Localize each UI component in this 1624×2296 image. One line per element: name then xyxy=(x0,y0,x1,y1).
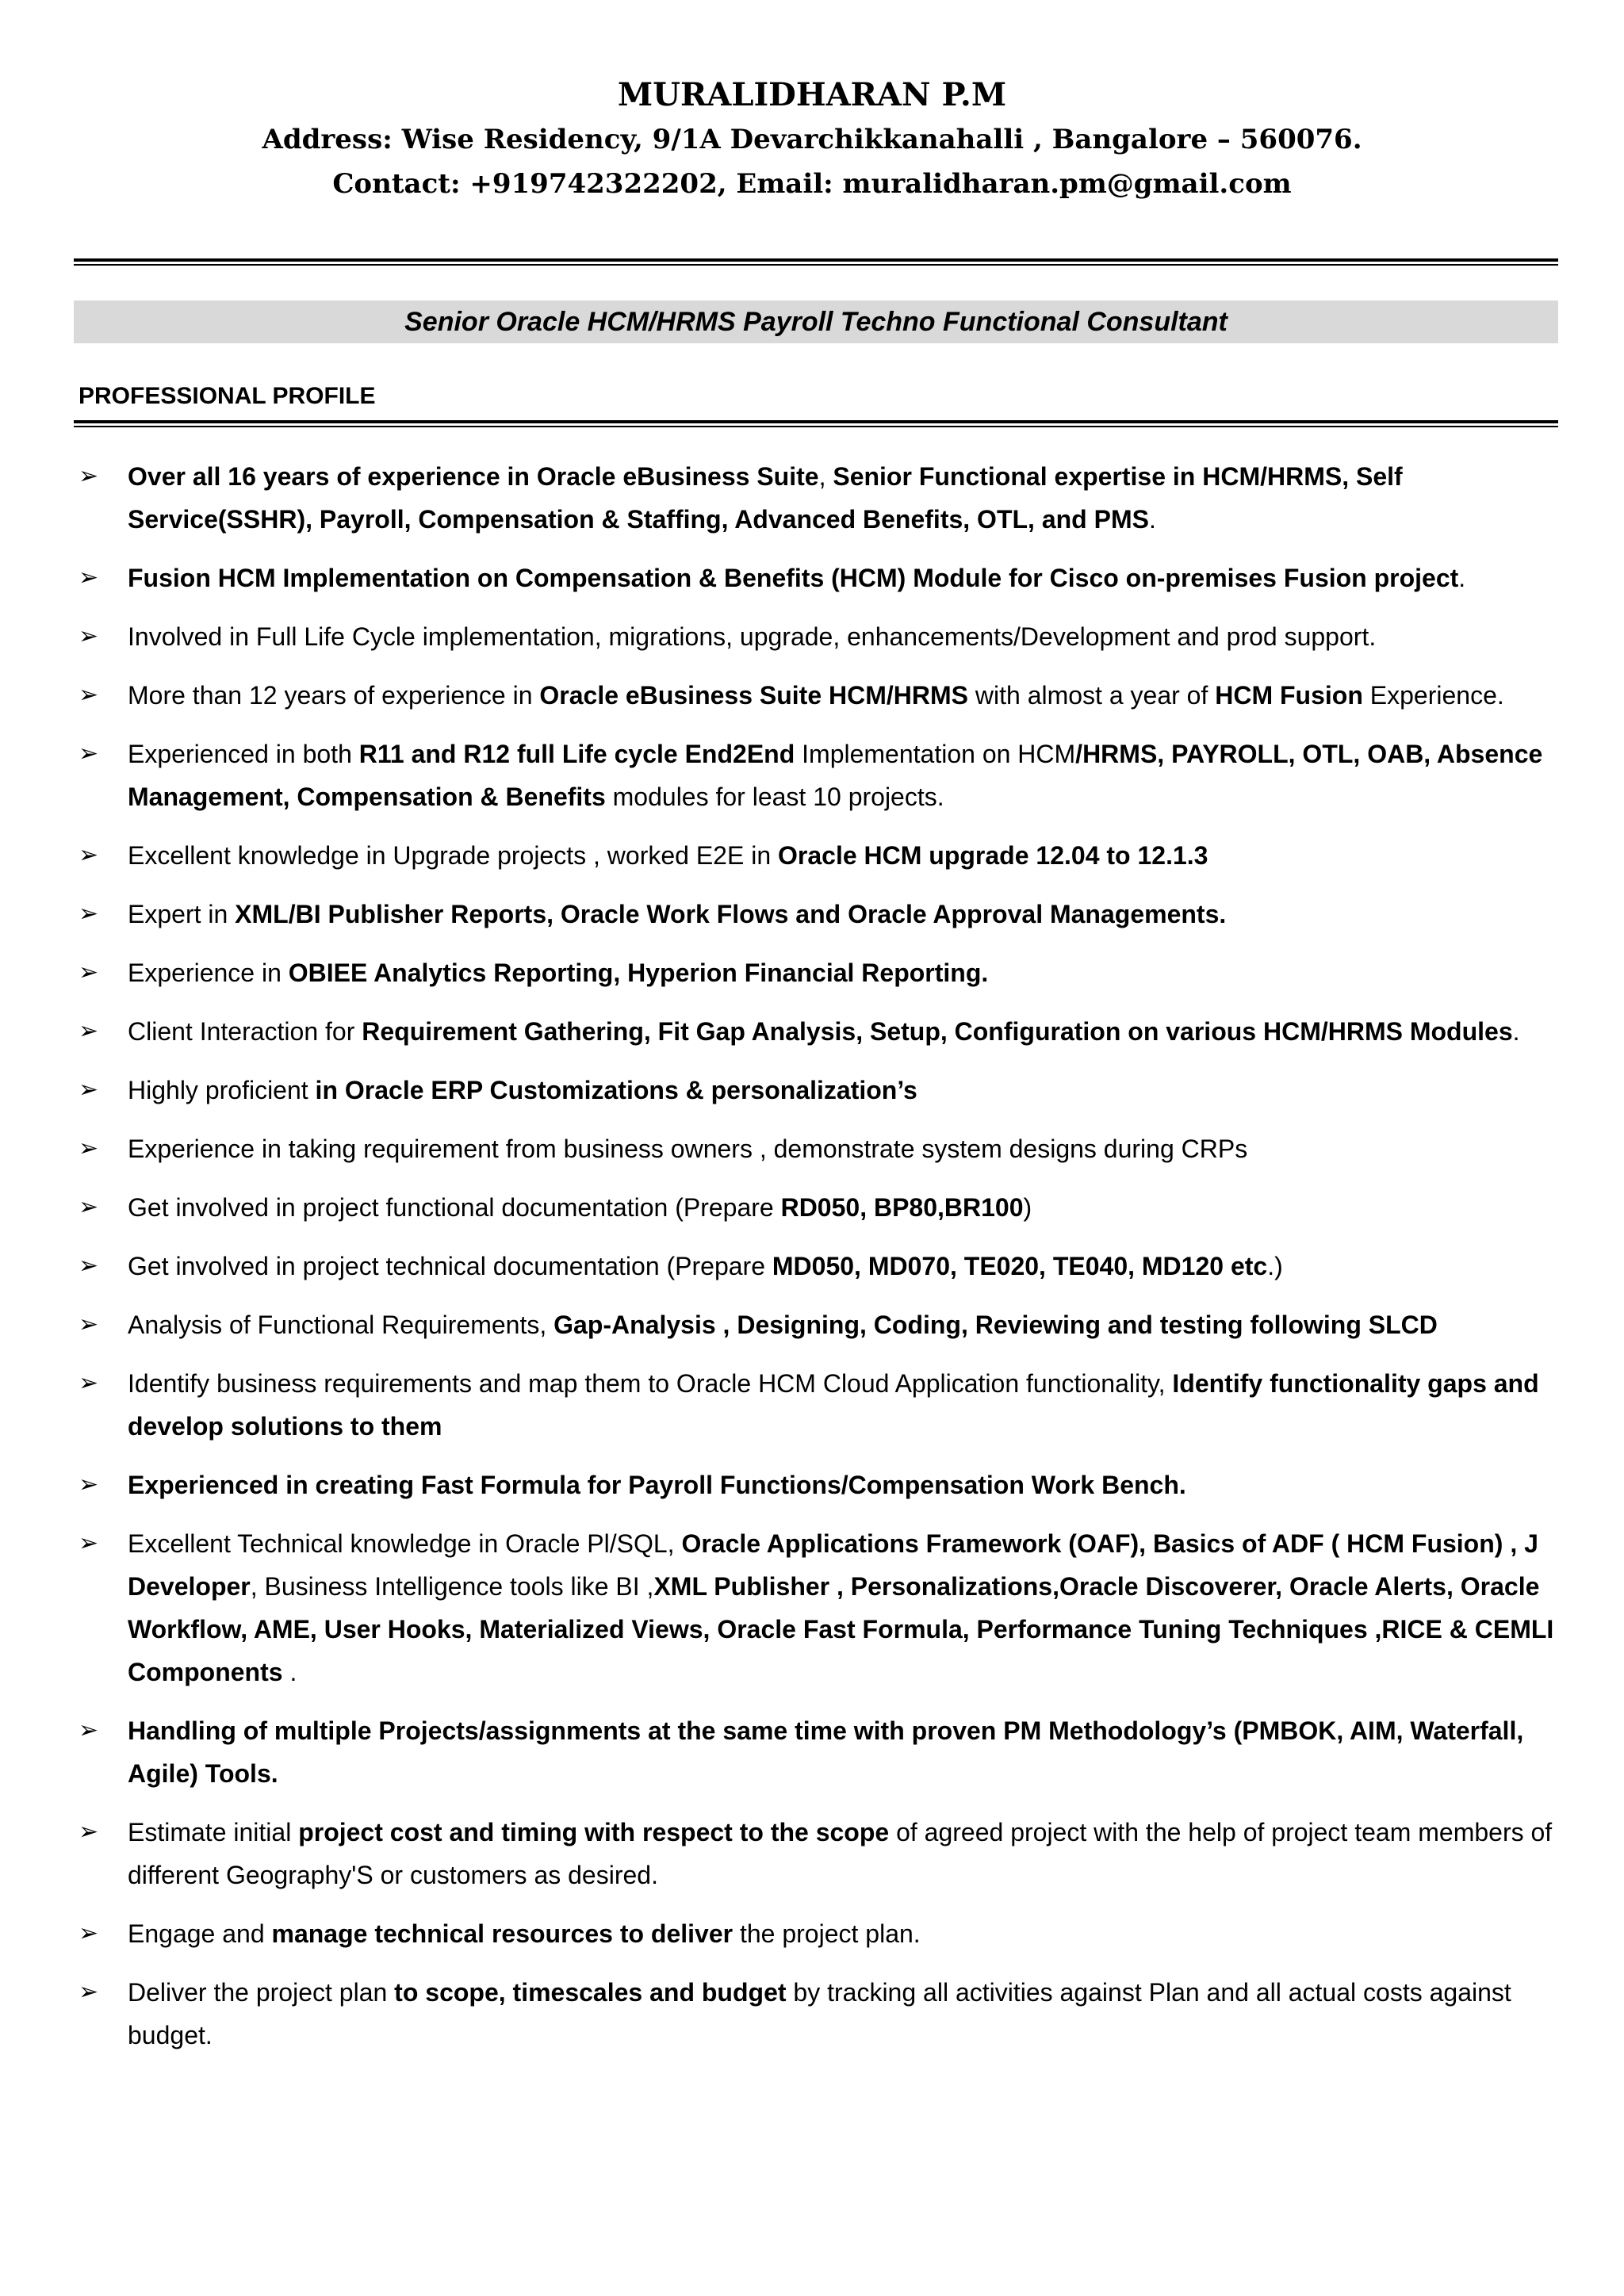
profile-bullet xyxy=(79,834,1561,877)
bullet-text: the project plan. xyxy=(733,1919,921,1948)
bullet-text: to scope, timescales and budget xyxy=(394,1978,787,2007)
candidate-name: MURALIDHARAN P.M xyxy=(617,76,1007,113)
bullet-text: . xyxy=(282,1658,297,1686)
bullet-text: Experienced in both xyxy=(128,740,359,768)
profile-bullet xyxy=(79,1186,1561,1229)
arrow-bullet-icon: ➢ xyxy=(79,900,99,928)
bullet-text: R11 and R12 full Life cycle End2End xyxy=(358,740,795,768)
arrow-bullet-icon: ➢ xyxy=(79,1529,99,1557)
bullet-text: . xyxy=(1148,505,1156,534)
profile-bullet xyxy=(79,1971,1561,2057)
arrow-bullet-icon: ➢ xyxy=(79,1252,99,1280)
profile-bullet xyxy=(79,1709,1561,1795)
arrow-bullet-icon: ➢ xyxy=(79,1978,99,2006)
arrow-bullet-icon: ➢ xyxy=(79,1311,99,1338)
profile-bullet xyxy=(79,1245,1561,1288)
bullet-text: Oracle HCM upgrade 12.04 to 12.1.3 xyxy=(778,841,1208,870)
arrow-bullet-icon: ➢ xyxy=(79,841,99,869)
profile-bullet xyxy=(79,1303,1561,1346)
bullet-text: Highly proficient xyxy=(128,1076,316,1104)
bullet-text: Fusion HCM Implementation on Compensation & Benefits (HCM) Module for Cisco on-premises Fusion project xyxy=(128,564,1459,592)
bullet-text: Requirement Gathering, Fit Gap Analysis, Setup, Configuration on various HCM/HRMS Modules xyxy=(362,1017,1513,1046)
bullet-text: OBIEE Analytics Reporting, Hyperion Financial Reporting. xyxy=(288,959,989,987)
title-band xyxy=(74,300,1558,343)
bullet-text: Experience. xyxy=(1362,681,1504,710)
arrow-bullet-icon: ➢ xyxy=(79,1919,99,1947)
arrow-bullet-icon: ➢ xyxy=(79,1818,99,1846)
arrow-bullet-icon: ➢ xyxy=(79,1135,99,1162)
bullet-text: XML Publisher , Personalizations,Oracle Discoverer, Oracle Alerts, Oracle Workflow, AME, User Hooks, Materialized Views, Oracle Fast Formula, Performance Tuning Techniques ,RICE & CEMLI Components xyxy=(128,1572,1554,1686)
profile-bullet xyxy=(79,674,1561,717)
header-divider xyxy=(74,258,1558,266)
bullet-text: XML/BI Publisher Reports, Oracle Work Flows and Oracle Approval Managements. xyxy=(235,900,1227,928)
profile-bullet xyxy=(79,1127,1561,1170)
profile-bullet xyxy=(79,1811,1561,1896)
profile-bullet xyxy=(79,1362,1561,1448)
bullet-text: HCM Fusion xyxy=(1215,681,1363,710)
arrow-bullet-icon: ➢ xyxy=(79,622,99,650)
arrow-bullet-icon: ➢ xyxy=(79,564,99,591)
profile-bullet xyxy=(79,733,1561,818)
bullet-text: Handling of multiple Projects/assignments at the same time with proven PM Methodology’s (PMBOK, AIM, Waterfall, Agile) Tools. xyxy=(128,1716,1524,1788)
bullet-text: .) xyxy=(1267,1252,1283,1280)
bullet-text: MD050, MD070, TE020, TE040, MD120 etc xyxy=(772,1252,1268,1280)
bullet-text: Excellent knowledge in Upgrade projects , worked E2E in xyxy=(128,841,778,870)
bullet-text: Identify business requirements and map them to Oracle HCM Cloud Application functionality, xyxy=(128,1369,1173,1398)
section-divider xyxy=(74,420,1558,427)
profile-bullet xyxy=(79,951,1561,994)
bullet-text: . xyxy=(1512,1017,1520,1046)
arrow-bullet-icon: ➢ xyxy=(79,1716,99,1744)
bullet-text: Expert in xyxy=(128,900,236,928)
bullet-text: Excellent Technical knowledge in Oracle Pl/SQL, xyxy=(128,1529,682,1558)
arrow-bullet-icon: ➢ xyxy=(79,681,99,709)
bullet-text: modules for least 10 projects. xyxy=(605,783,944,811)
profile-bullet xyxy=(79,455,1561,541)
bullet-text: Client Interaction for xyxy=(128,1017,362,1046)
resume-header xyxy=(0,73,1624,206)
bullet-text: Estimate initial xyxy=(128,1818,299,1846)
arrow-bullet-icon: ➢ xyxy=(79,1076,99,1104)
bullet-text: , Business Intelligence tools like BI , xyxy=(250,1572,654,1601)
bullet-text: Senior Functional expertise in HCM/HRMS, Self Service(SSHR), Payroll, Compensation & Staffing, Advanced Benefits, OTL, and PMS xyxy=(128,462,1403,534)
arrow-bullet-icon: ➢ xyxy=(79,740,99,767)
profile-bullet xyxy=(79,1464,1561,1506)
profile-bullet xyxy=(79,615,1561,658)
bullet-text: Experienced in creating Fast Formula for Payroll Functions/Compensation Work Bench. xyxy=(128,1471,1186,1499)
section-heading: PROFESSIONAL PROFILE xyxy=(79,383,376,409)
bullet-text: RD050, BP80,BR100 xyxy=(780,1193,1024,1222)
bullet-text: Engage and xyxy=(128,1919,272,1948)
bullet-text: ) xyxy=(1023,1193,1032,1222)
bullet-text: More than 12 years of experience in xyxy=(128,681,540,710)
bullet-text: Analysis of Functional Requirements, xyxy=(128,1311,554,1339)
bullet-text: Deliver the project plan xyxy=(128,1978,395,2007)
profile-bullet xyxy=(79,1522,1561,1693)
bullet-text: Over all 16 years of experience in Oracle eBusiness Suite xyxy=(128,462,819,491)
contact-line: Contact: +919742322202, Email: muralidharan.pm@gmail.com xyxy=(332,168,1292,200)
bullet-text: Oracle eBusiness Suite HCM/HRMS xyxy=(539,681,968,710)
bullet-text: Gap-Analysis , Designing, Coding, Reviewing and testing following SLCD xyxy=(553,1311,1438,1339)
profile-bullet xyxy=(79,1912,1561,1955)
arrow-bullet-icon: ➢ xyxy=(79,462,99,490)
bullet-text: Get involved in project technical documentation (Prepare xyxy=(128,1252,772,1280)
arrow-bullet-icon: ➢ xyxy=(79,959,99,986)
arrow-bullet-icon: ➢ xyxy=(79,1471,99,1498)
bullet-text: manage technical resources to deliver xyxy=(271,1919,733,1948)
bullet-text: Experience in taking requirement from business owners , demonstrate system designs during CRPs xyxy=(128,1135,1248,1163)
profile-bullet-list xyxy=(79,455,1561,2072)
bullet-text: with almost a year of xyxy=(968,681,1216,710)
bullet-text: in Oracle ERP Customizations & personalization’s xyxy=(315,1076,917,1104)
bullet-text: by tracking all activities against Plan and all actual costs against budget. xyxy=(128,1978,1511,2049)
bullet-text: Involved in Full Life Cycle implementation, migrations, upgrade, enhancements/Development and prod support. xyxy=(128,622,1377,651)
profile-bullet xyxy=(79,1010,1561,1053)
bullet-text: /HRMS, PAYROLL, OTL, OAB, Absence Management, Compensation & Benefits xyxy=(128,740,1543,811)
bullet-text: Experience in xyxy=(128,959,289,987)
address-line: Address: Wise Residency, 9/1A Devarchikkanahalli , Bangalore – 560076. xyxy=(262,124,1362,155)
profile-bullet xyxy=(79,893,1561,936)
job-title: Senior Oracle HCM/HRMS Payroll Techno Functional Consultant xyxy=(404,307,1228,337)
bullet-text: of agreed project with the help of project team members of different Geography'S or customers as desired. xyxy=(128,1818,1553,1889)
bullet-text: . xyxy=(1458,564,1466,592)
bullet-text: Implementation on HCM xyxy=(795,740,1076,768)
bullet-text: Get involved in project functional documentation (Prepare xyxy=(128,1193,781,1222)
bullet-text: Oracle Applications Framework (OAF), Basics of ADF ( HCM Fusion) , J Developer xyxy=(128,1529,1538,1601)
arrow-bullet-icon: ➢ xyxy=(79,1193,99,1221)
bullet-text: , xyxy=(818,462,833,491)
arrow-bullet-icon: ➢ xyxy=(79,1017,99,1045)
bullet-text: Identify functionality gaps and develop solutions to them xyxy=(128,1369,1539,1441)
profile-bullet xyxy=(79,557,1561,599)
profile-bullet xyxy=(79,1069,1561,1112)
arrow-bullet-icon: ➢ xyxy=(79,1369,99,1397)
bullet-text: project cost and timing with respect to the scope xyxy=(298,1818,890,1846)
